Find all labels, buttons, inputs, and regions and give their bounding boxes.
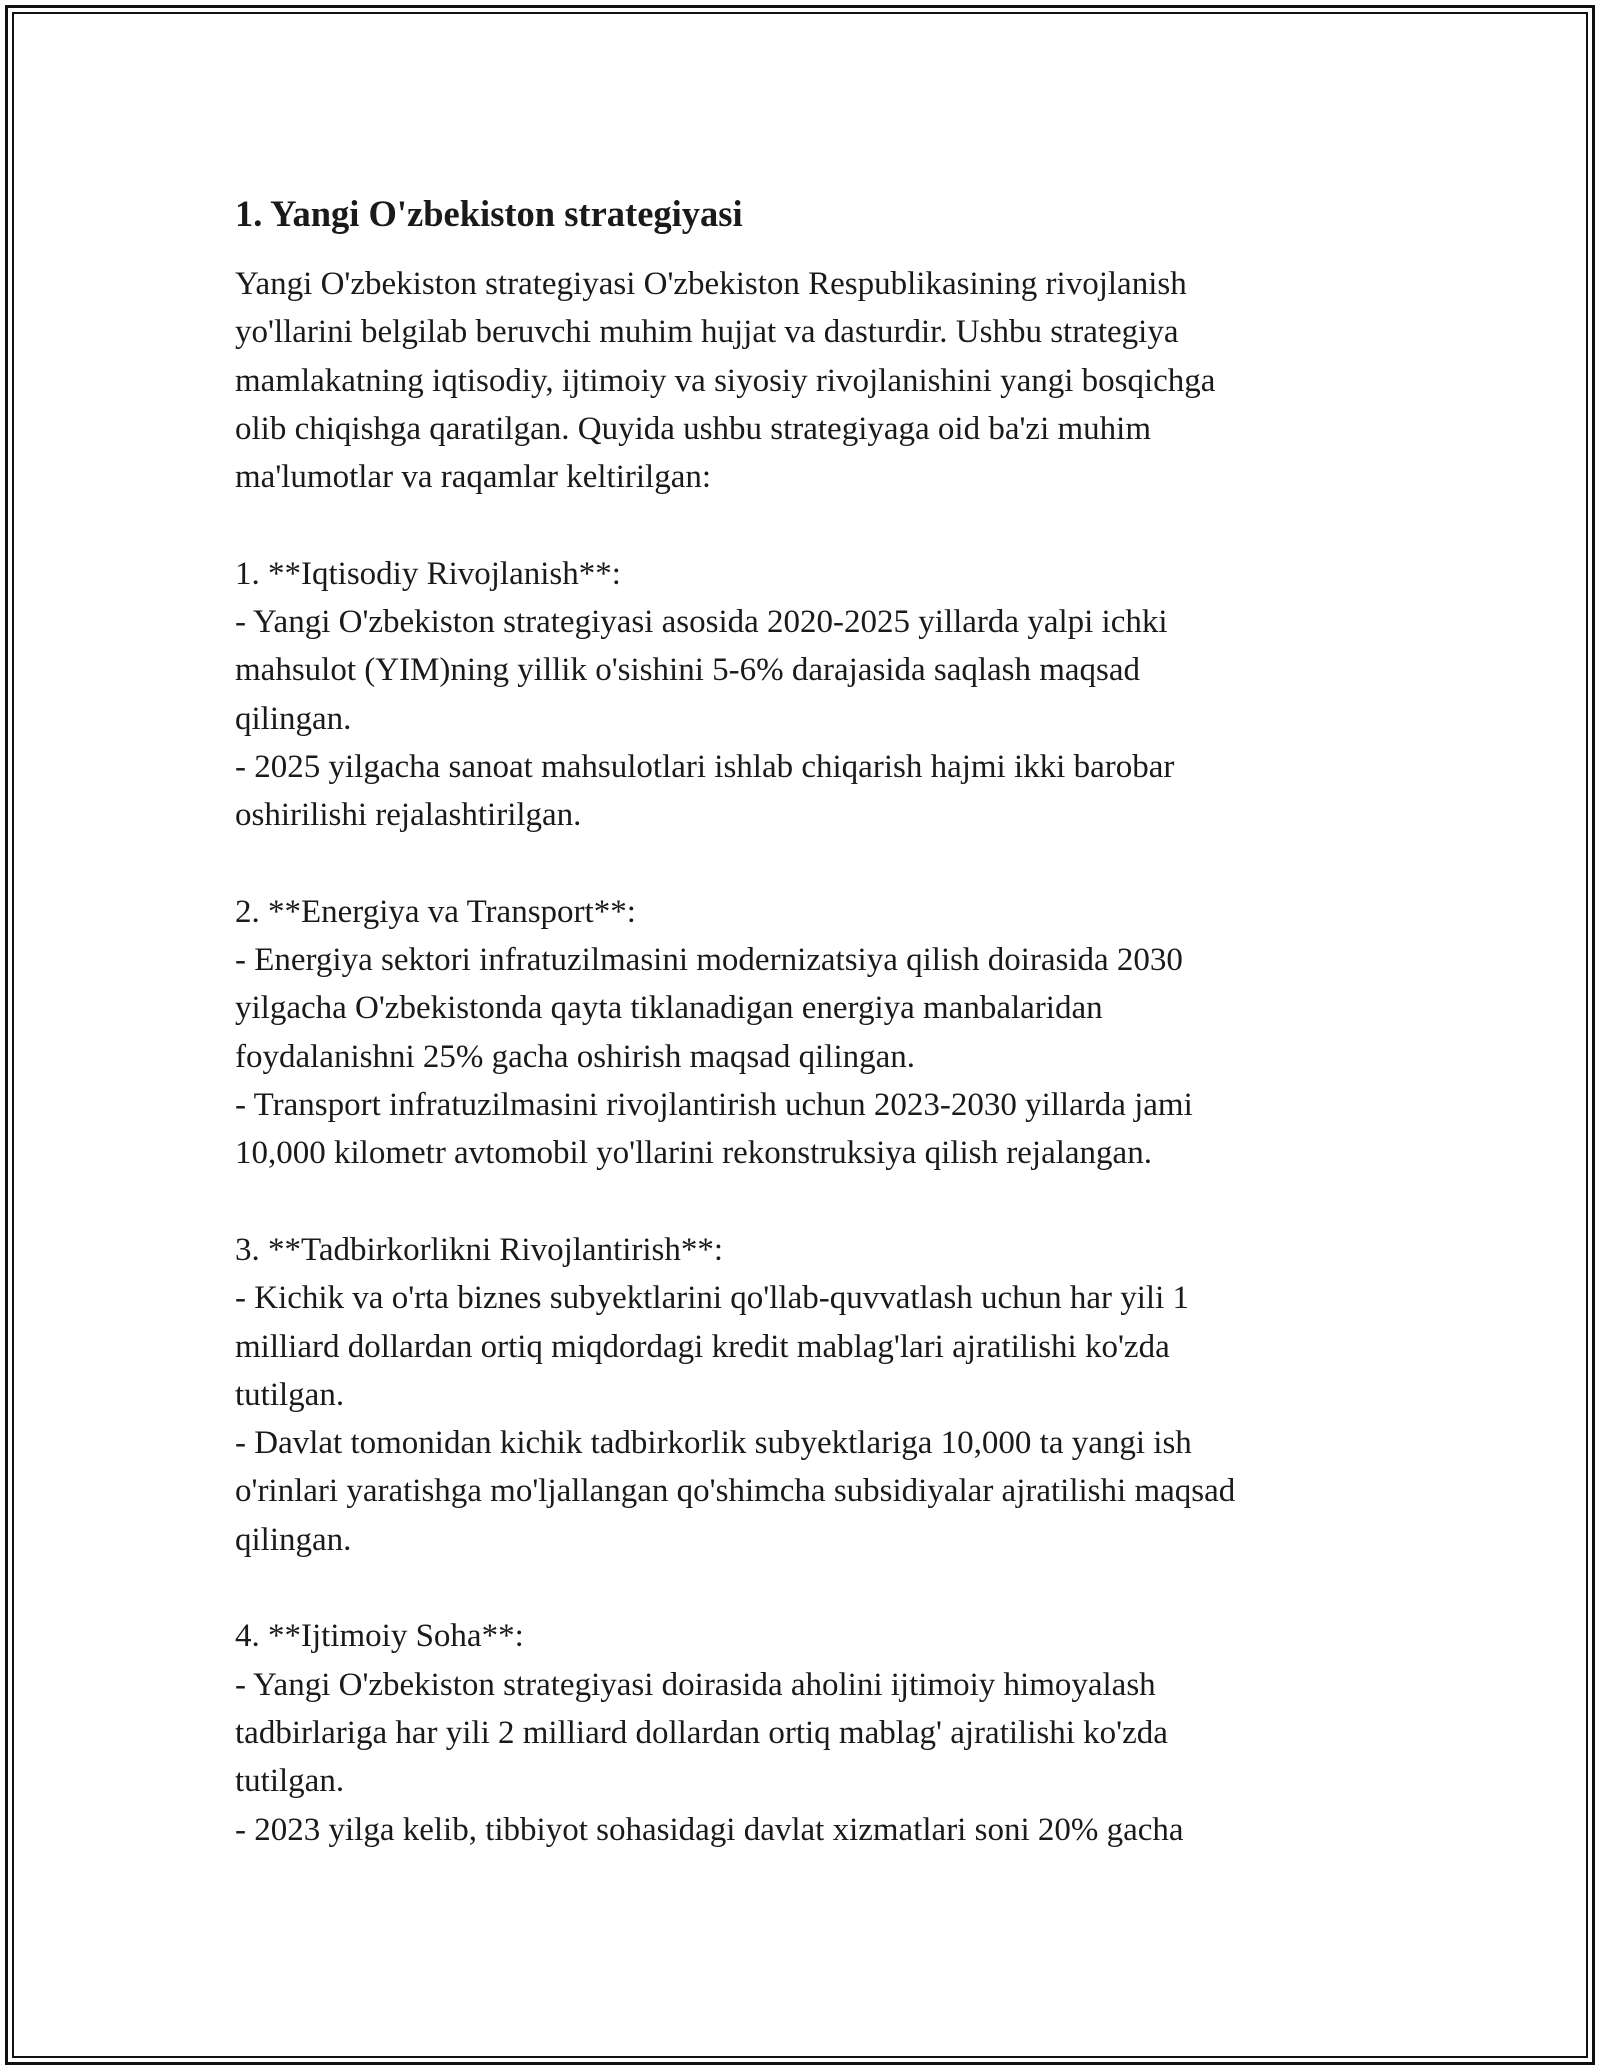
intro-paragraph: Yangi O'zbekiston strategiyasi O'zbekiston Respublikasining rivojlanish yo'llarini belgilab beruvchi muhim hujjat va dasturdir. Ushbu strategiya mamlakatning iqtisodiy, ijtimoiy va siyosiy rivojlanishini yangi bosqichga olib chiqishga qaratilgan. Quyida ushbu strategiyaga oid ba'zi muhim ma'lumotlar va raqamlar keltirilgan: [235, 266, 1216, 496]
paragraph-gap [235, 1178, 1365, 1226]
section-economic-development: 1. **Iqtisodiy Rivojlanish**: - Yangi O'zbekiston strategiyasi asosida 2020-2025 yillarda yalpi ichki mahsulot (YIM)ning yillik o'sishini 5-6% darajasida saqlash maqsad qilingan. - 2025 yilgacha sanoat mahsulotlari ishlab chiqarish hajmi ikki barobar oshirilishi rejalashtirilgan. [235, 555, 1175, 834]
section-social-sphere: 4. **Ijtimoiy Soha**: - Yangi O'zbekiston strategiyasi doirasida aholini ijtimoiy himoyalash tadbirlariga har yili 2 milliard dollardan ortiq mablag' ajratilishi ko'zda tutilgan. - 2023 yilga kelib, tibbiyot sohasidagi davlat xizmatlari soni 20% gacha [235, 1618, 1184, 1848]
paragraph-gap [235, 840, 1365, 888]
paragraph-gap [235, 501, 1365, 549]
paragraph-gap [235, 1564, 1365, 1612]
document-title: 1. Yangi O'zbekiston strategiyasi [235, 193, 743, 234]
document-body [235, 190, 1365, 1854]
section-energy-transport: 2. **Energiya va Transport**: - Energiya sektori infratuzilmasini modernizatsiya qilish doirasida 2030 yilgacha O'zbekistonda qayta tiklanadigan energiya manbalaridan foydalanishni 25% gacha oshirish maqsad qilingan. - Transport infratuzilmasini rivojlantirish uchun 2023-2030 yillarda jami 10,000 kilometr avtomobil yo'llarini rekonstruksiya qilish rejalangan. [235, 893, 1193, 1172]
section-entrepreneurship: 3. **Tadbirkorlikni Rivojlantirish**: - Kichik va o'rta biznes subyektlarini qo'llab-quvvatlash uchun har yili 1 milliard dollardan ortiq miqdordagi kredit mablag'lari ajratilishi ko'zda tutilgan. - Davlat tomonidan kichik tadbirkorlik subyektlariga 10,000 ta yangi ish o'rinlari yaratishga mo'ljallangan qo'shimcha subsidiyalar ajratilishi maqsad qilingan. [235, 1231, 1236, 1558]
